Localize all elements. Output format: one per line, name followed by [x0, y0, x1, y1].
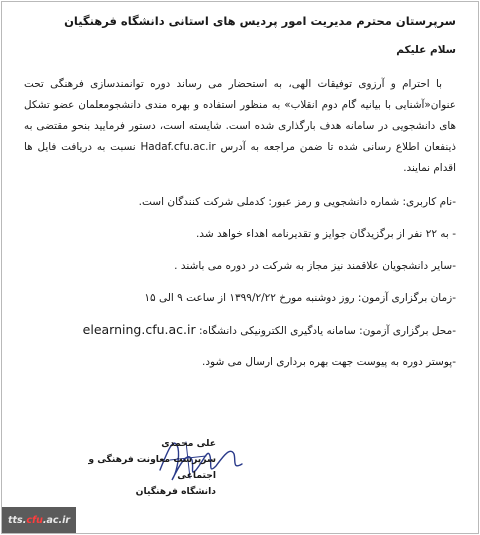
watermark-badge: [2, 507, 76, 533]
letter-details-list: [36, 194, 456, 386]
list-item: -پوستر دوره به پیوست جهت بهره برداری ارسال می شود.: [202, 356, 456, 368]
signer-position: سرپرست معاونت فرهنگی و اجتماعی: [88, 454, 216, 481]
list-item: -نام کاربری: شماره دانشجویی و رمز عبور: کدملی شرکت کنندگان است.: [138, 196, 456, 208]
signer-organization: دانشگاه فرهنگیان: [135, 486, 216, 497]
watermark-suffix: .ac.ir: [42, 514, 71, 526]
list-item: - به ۲۲ نفر از برگزیدگان جوایز و تقدیرنامه اهداء خواهد شد.: [195, 228, 456, 240]
letter-page: [1, 1, 479, 534]
list-item: -سایر دانشجویان علاقمند نیز مجاز به شرکت در دوره می باشند .: [174, 260, 456, 272]
list-item: -محل برگزاری آزمون: سامانه یادگیری الکترونیکی دانشگاه: elearning.cfu.ac.ir: [82, 322, 456, 337]
elearning-url: elearning.cfu.ac.ir: [82, 322, 196, 337]
letter-recipient-title: سرپرستان محترم مدیریت امور پردیس های استانی دانشگاه فرهنگیان: [64, 14, 456, 28]
signer-block: [76, 436, 216, 500]
watermark-prefix: tts.: [7, 514, 27, 526]
watermark-highlight: cfu: [26, 514, 43, 526]
letter-body: [24, 74, 456, 179]
letter-greeting: سلام علیکم: [396, 44, 456, 56]
list-item: -زمان برگزاری آزمون: روز دوشنبه مورخ ۱۳۹۹/۲/۲۲ از ساعت ۹ الی ۱۵: [144, 292, 456, 304]
letter-body-text: با احترام و آرزوی توفیقات الهی، به استحضار می رساند دوره توانمندسازی فرهنگی تحت عنوان«آشنایی با بیانیه گام دوم انقلاب» به منظور استفاده و بهره مندی دانشجومعلمان عضو تشکل های دانشجویی در سامانه هدف بارگذاری شده است. شایسته است، دستور فرمایید بنحو مقتضی به ذینفعان اطلاع رسانی شده تا ضمن مراجعه به آدرس Hadaf.cfu.ac.ir نسبت به دریافت فایل ها اقدام نمایند.: [24, 78, 457, 174]
signer-name: علی محمدی: [161, 438, 216, 449]
